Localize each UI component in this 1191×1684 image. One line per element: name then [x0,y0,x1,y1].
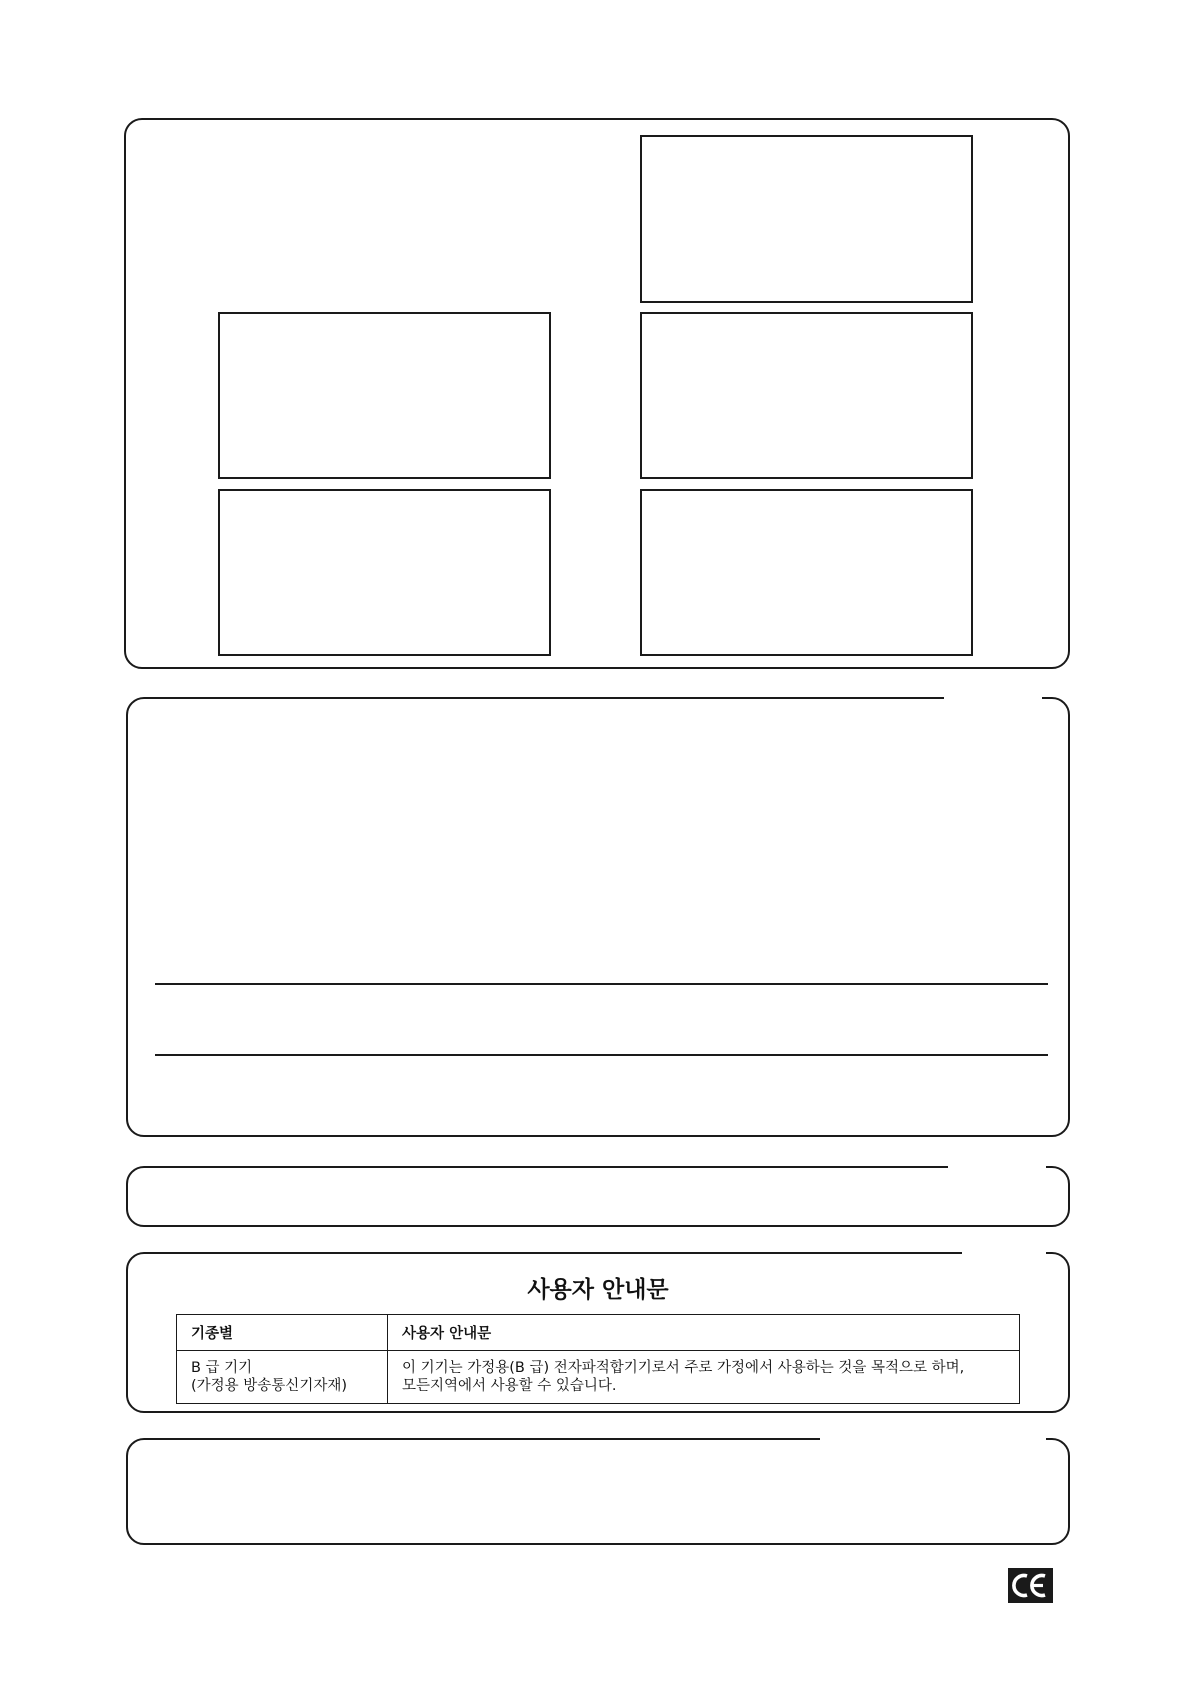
table-header-row [177,1315,1020,1351]
ce-mark-glyph [1008,1568,1053,1603]
guidance-cell [388,1351,1020,1404]
ce-mark-icon [1008,1568,1053,1603]
guidance-line: 모든지역에서 사용할 수 있습니다. [402,1378,617,1394]
class-cell [177,1351,388,1404]
class-line: (가정용 방송통신기자재) [191,1378,347,1394]
text-panel-bottom [126,1438,1070,1545]
class-line: B 급 기기 [191,1360,253,1376]
table-row [177,1351,1020,1404]
panel-border-gap [820,1435,1046,1441]
divider-line [155,983,1048,985]
notice-title: 사용자 안내문 [527,1277,669,1303]
panel-border-gap [948,1163,1046,1169]
image-placeholder-top-right [640,135,973,303]
column-header-class: 기종별 [177,1315,388,1351]
panel-border-gap [944,694,1042,700]
image-placeholder-middle-left [218,312,551,479]
column-header-guidance: 사용자 안내문 [388,1315,1020,1351]
image-placeholder-bottom-left [218,489,551,656]
text-panel-large [126,697,1070,1137]
image-placeholder-middle-right [640,312,973,479]
panel-border-gap [962,1249,1046,1255]
image-placeholder-bottom-right [640,489,973,656]
text-panel-small [126,1166,1070,1227]
emc-class-table [176,1314,1020,1404]
guidance-line: 이 기기는 가정용(B 급) 전자파적합기기로서 주로 가정에서 사용하는 것을 목적으로 하며, [402,1360,965,1376]
divider-line [155,1054,1048,1056]
